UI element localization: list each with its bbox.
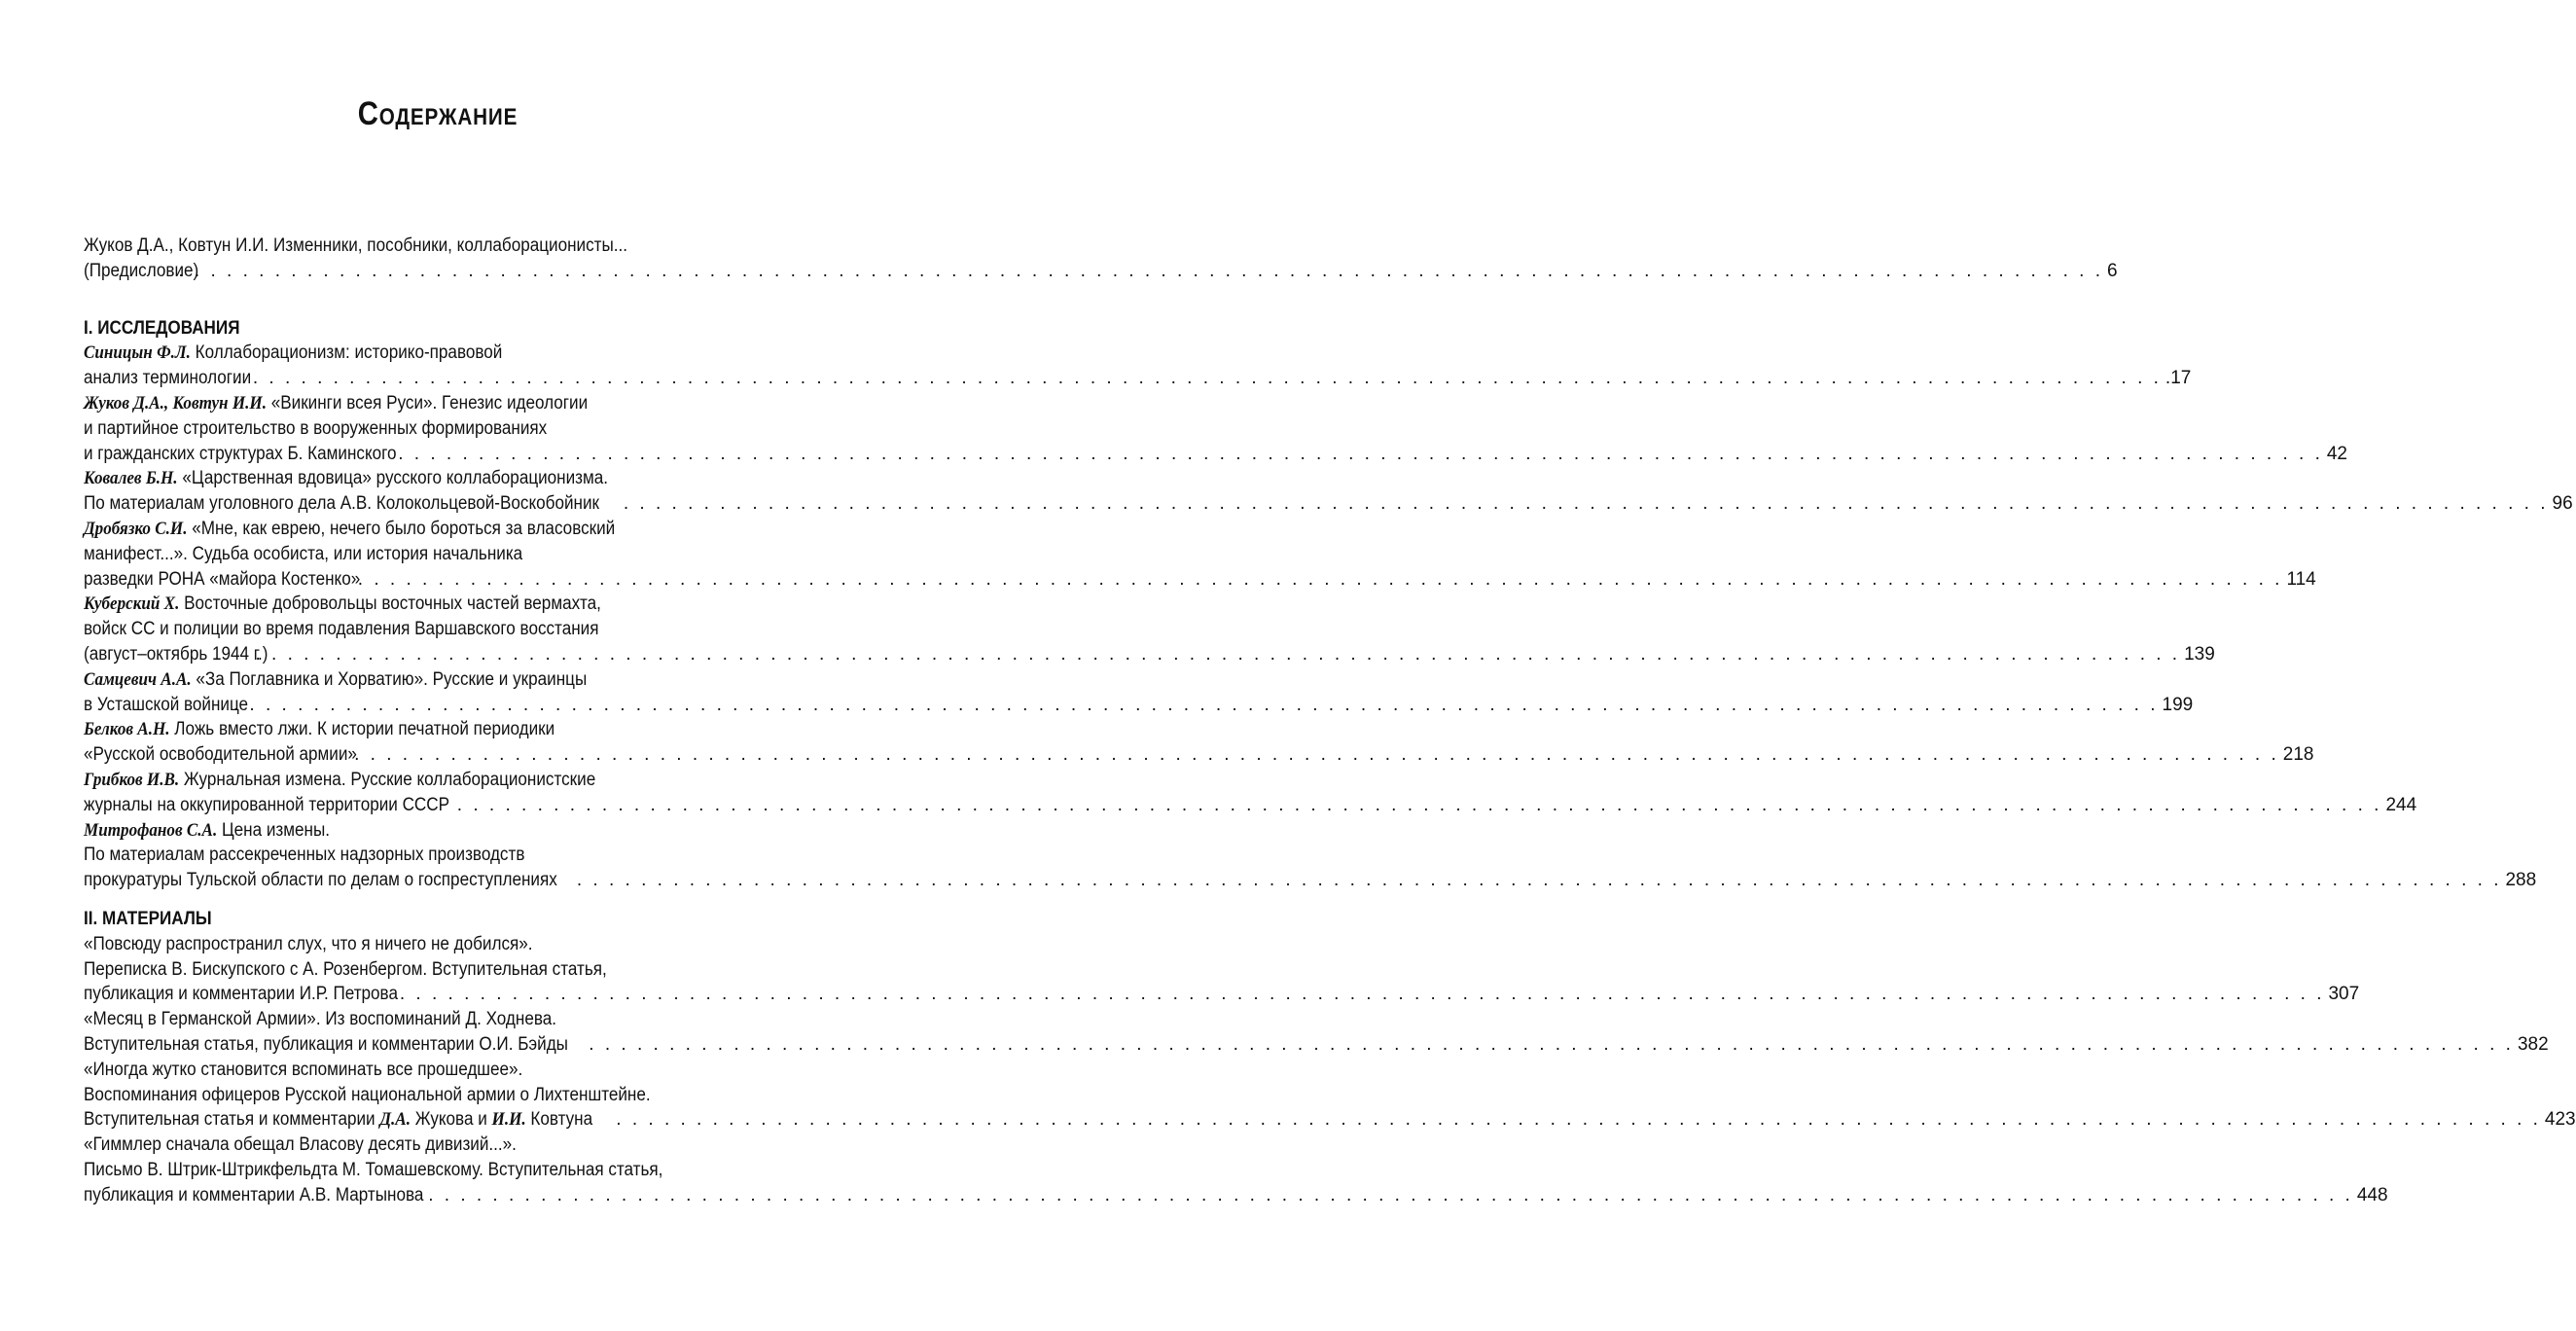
toc-line: По материалам уголовного дела А.В. Колокольцевой-Воскобойник . . . . . . . . . . . . . . . . . . . . . . . . . . . . . . . . . . . . . . . . . . . . . . . . . . . . . . . . . . . . . . . . . . . . . . . . . . . . . . . . . . . . . . . . . . . . . . . . . . . . . . . . . . . . . . . . . . . . . . . . 96 <box>84 491 765 517</box>
toc-entry: Жуков Д.А., Ковтун И.И. «Викинги всея Руси». Генезис идеологии <box>84 392 589 414</box>
toc-entry: Грибков И.В. Журнальная измена. Русские коллаборационистские <box>84 769 596 790</box>
toc-line: (Предисловие) . . . . . . . . . . . . . . . . . . . . . . . . . . . . . . . . . . . . . . . . . . . . . . . . . . . . . . . . . . . . . . . . . . . . . . . . . . . . . . . . . . . . . . . . . . . . . . . . . . . . . . . . . . . . . . . . . . . . . . . . 6 <box>84 259 765 284</box>
dot-leader: . . . . . . . . . . . . . . . . . . . . . . . . . . . . . . . . . . . . . . . . . . . . . . . . . . . . . . . . . . . . . . . . . . . . . . . . . . . . . . . . . . . . . . . . . . . . . . . . . . . . . . . . . . . . . . . . . . . . . . . . <box>178 260 2104 281</box>
entry-author: Белков А.Н. <box>84 719 170 740</box>
toc-entry: Митрофанов С.А. Цена измены. <box>84 819 330 841</box>
dot-leader: . . . . . . . . . . . . . . . . . . . . . . . . . . . . . . . . . . . . . . . . . . . . . . . . . . . . . . . . . . . . . . . . . . . . . . . . . . . . . . . . . . . . . . . . . . . . . . . . . . . . . . . . . . . . . . . . . . . . . . . . <box>357 568 2283 590</box>
toc-entry: «Месяц в Германской Армии». Из воспоминаний Д. Ходнева. <box>84 1009 556 1030</box>
page-number: 6 <box>2107 260 2118 281</box>
toc-entry: «Повсюду распространил слух, что я ничего не добился». <box>84 933 533 954</box>
toc-line: разведки РОНА «майора Костенко» . . . . . . . . . . . . . . . . . . . . . . . . . . . . . . . . . . . . . . . . . . . . . . . . . . . . . . . . . . . . . . . . . . . . . . . . . . . . . . . . . . . . . . . . . . . . . . . . . . . . . . . . . . . . . . . . . . . . . . . . 114 <box>84 567 765 593</box>
dot-leader: . . . . . . . . . . . . . . . . . . . . . . . . . . . . . . . . . . . . . . . . . . . . . . . . . . . . . . . . . . . . . . . . . . . . . . . . . . . . . . . . . . . . . . . . . . . . . . . . . . . . . . . . . . . . . . . . . . . . . . . . <box>398 443 2323 464</box>
dot-leader: . . . . . . . . . . . . . . . . . . . . . . . . . . . . . . . . . . . . . . . . . . . . . . . . . . . . . . . . . . . . . . . . . . . . . . . . . . . . . . . . . . . . . . . . . . . . . . . . . . . . . . . . . . . . . . . . . . . . . . . . <box>255 643 2181 665</box>
toc-entry: Дробязко С.И. «Мне, как еврею, нечего было бороться за власовский <box>84 518 616 539</box>
section-heading: II. МАТЕРИАЛЫ <box>84 908 212 929</box>
dot-leader: . . . . . . . . . . . . . . . . . . . . . . . . . . . . . . . . . . . . . . . . . . . . . . . . . . . . . . . . . . . . . . . . . . . . . . . . . . . . . . . . . . . . . . . . . . . . . . . . . . . . . . . . . . . . . . . . . . . . . . . . <box>623 493 2549 515</box>
page-number: 139 <box>2184 643 2215 665</box>
toc-entry: Ковалев Б.Н. «Царственная вдовица» русского коллаборационизма. <box>84 468 609 489</box>
toc-list <box>84 234 2576 1207</box>
page-number: 288 <box>2505 870 2537 891</box>
toc-line: По материалам рассекреченных надзорных производств <box>84 845 525 866</box>
entry-author: Куберский Х. <box>84 594 180 615</box>
entry-author: Синицын Ф.Л. <box>84 342 191 364</box>
entry-author: Жуков Д.А., Ковтун И.И. <box>84 392 267 414</box>
page-number: 448 <box>2356 1184 2388 1205</box>
dot-leader: . . . . . . . . . . . . . . . . . . . . . . . . . . . . . . . . . . . . . . . . . . . . . . . . . . . . . . . . . . . . . . . . . . . . . . . . . . . . . . . . . . . . . . . . . . . . . . . . . . . . . . . . . . . . . . . . . . . . . . . . <box>354 744 2279 766</box>
toc-line: «Русской освободительной армии» . . . . . . . . . . . . . . . . . . . . . . . . . . . . . . . . . . . . . . . . . . . . . . . . . . . . . . . . . . . . . . . . . . . . . . . . . . . . . . . . . . . . . . . . . . . . . . . . . . . . . . . . . . . . . . . . . . . . . . . . 218 <box>84 742 765 768</box>
page-number: 244 <box>2385 794 2417 815</box>
toc-line: прокуратуры Тульской области по делам о госпреступлениях . . . . . . . . . . . . . . . . . . . . . . . . . . . . . . . . . . . . . . . . . . . . . . . . . . . . . . . . . . . . . . . . . . . . . . . . . . . . . . . . . . . . . . . . . . . . . . . . . . . . . . . . . . . . . . . . . . . . . . . . 288 <box>84 868 765 893</box>
section-heading: I. ИССЛЕДОВАНИЯ <box>84 317 240 339</box>
page-number: .17 <box>2165 368 2192 389</box>
dot-leader: . . . . . . . . . . . . . . . . . . . . . . . . . . . . . . . . . . . . . . . . . . . . . . . . . . . . . . . . . . . . . . . . . . . . . . . . . . . . . . . . . . . . . . . . . . . . . . . . . . . . . . . . . . . . . . . . . . . . . . . . <box>456 794 2382 815</box>
toc-entry: Белков А.Н. Ложь вместо лжи. К истории печатной периодики <box>84 719 555 740</box>
entry-author: Грибков И.В. <box>84 769 180 790</box>
toc-entry: Синицын Ф.Л. Коллаборационизм: историко-правовой <box>84 342 503 364</box>
page-number: 382 <box>2517 1033 2549 1055</box>
page-number: 423 <box>2544 1109 2576 1131</box>
toc-line: в Усташской войнице . . . . . . . . . . . . . . . . . . . . . . . . . . . . . . . . . . . . . . . . . . . . . . . . . . . . . . . . . . . . . . . . . . . . . . . . . . . . . . . . . . . . . . . . . . . . . . . . . . . . . . . . . . . . . . . . . . . . . . . . 199 <box>84 693 765 718</box>
toc-line: Вступительная статья и комментарии Д.А. Жукова и И.И. Ковтуна . . . . . . . . . . . . . . . . . . . . . . . . . . . . . . . . . . . . . . . . . . . . . . . . . . . . . . . . . . . . . . . . . . . . . . . . . . . . . . . . . . . . . . . . . . . . . . . . . . . . . . . . . . . . . . . . . . . . . . . . 423 <box>84 1107 765 1133</box>
toc-line: журналы на оккупированной территории СССР . . . . . . . . . . . . . . . . . . . . . . . . . . . . . . . . . . . . . . . . . . . . . . . . . . . . . . . . . . . . . . . . . . . . . . . . . . . . . . . . . . . . . . . . . . . . . . . . . . . . . . . . . . . . . . . . . . . . . . . . 244 <box>84 793 765 818</box>
toc-line: и гражданских структурах Б. Каминского . . . . . . . . . . . . . . . . . . . . . . . . . . . . . . . . . . . . . . . . . . . . . . . . . . . . . . . . . . . . . . . . . . . . . . . . . . . . . . . . . . . . . . . . . . . . . . . . . . . . . . . . . . . . . . . . . . . . . . . . 42 <box>84 442 765 467</box>
dot-leader: . . . . . . . . . . . . . . . . . . . . . . . . . . . . . . . . . . . . . . . . . . . . . . . . . . . . . . . . . . . . . . . . . . . . . . . . . . . . . . . . . . . . . . . . . . . . . . . . . . . . . . . . . . . . . . . . . . . . . . . . <box>399 984 2325 1005</box>
toc-entry: «Иногда жутко становится вспоминать все прошедшее». <box>84 1059 523 1080</box>
toc-line: публикация и комментарии А.В. Мартынова . . . . . . . . . . . . . . . . . . . . . . . . . . . . . . . . . . . . . . . . . . . . . . . . . . . . . . . . . . . . . . . . . . . . . . . . . . . . . . . . . . . . . . . . . . . . . . . . . . . . . . . . . . . . . . . . . . . . . . . . 448 <box>84 1183 765 1208</box>
dot-leader: . . . . . . . . . . . . . . . . . . . . . . . . . . . . . . . . . . . . . . . . . . . . . . . . . . . . . . . . . . . . . . . . . . . . . . . . . . . . . . . . . . . . . . . . . . . . . . . . . . . . . . . . . . . . . . . . . . . . . . . . <box>236 368 2162 389</box>
toc-line: и партийное строительство в вооруженных формированиях <box>84 417 548 439</box>
dot-leader: . . . . . . . . . . . . . . . . . . . . . . . . . . . . . . . . . . . . . . . . . . . . . . . . . . . . . . . . . . . . . . . . . . . . . . . . . . . . . . . . . . . . . . . . . . . . . . . . . . . . . . . . . . . . . . . . . . . . . . . . <box>616 1109 2541 1131</box>
dot-leader: . . . . . . . . . . . . . . . . . . . . . . . . . . . . . . . . . . . . . . . . . . . . . . . . . . . . . . . . . . . . . . . . . . . . . . . . . . . . . . . . . . . . . . . . . . . . . . . . . . . . . . . . . . . . . . . . . . . . . . . . <box>233 694 2159 715</box>
page-title: Содержание <box>357 95 519 132</box>
toc-line: Воспоминания офицеров Русской национальной армии о Лихтенштейне. <box>84 1084 651 1105</box>
toc-line: Вступительная статья, публикация и комментарии О.И. Бэйды . . . . . . . . . . . . . . . . . . . . . . . . . . . . . . . . . . . . . . . . . . . . . . . . . . . . . . . . . . . . . . . . . . . . . . . . . . . . . . . . . . . . . . . . . . . . . . . . . . . . . . . . . . . . . . . . . . . . . . . . 382 <box>84 1032 765 1058</box>
entry-author: Самцевич А.А. <box>84 668 192 690</box>
page-number: 218 <box>2282 744 2314 766</box>
toc-entry: Куберский Х. Восточные добровольцы восточных частей вермахта, <box>84 594 601 615</box>
entry-author: Ковалев Б.Н. <box>84 468 178 489</box>
toc-line: (август–октябрь 1944 г.) . . . . . . . . . . . . . . . . . . . . . . . . . . . . . . . . . . . . . . . . . . . . . . . . . . . . . . . . . . . . . . . . . . . . . . . . . . . . . . . . . . . . . . . . . . . . . . . . . . . . . . . . . . . . . . . . . . . . . . . . 139 <box>84 642 765 667</box>
page-number: 42 <box>2326 443 2347 464</box>
toc-entry: Самцевич А.А. «За Поглавника и Хорватию». Русские и украинцы <box>84 668 588 690</box>
toc-line: публикация и комментарии И.Р. Петрова . . . . . . . . . . . . . . . . . . . . . . . . . . . . . . . . . . . . . . . . . . . . . . . . . . . . . . . . . . . . . . . . . . . . . . . . . . . . . . . . . . . . . . . . . . . . . . . . . . . . . . . . . . . . . . . . . . . . . . . . 307 <box>84 982 765 1007</box>
page-number: 114 <box>2286 568 2316 590</box>
page-number: 199 <box>2162 694 2194 715</box>
toc-line: Переписка В. Бискупского с А. Розенбергом. Вступительная статья, <box>84 958 607 980</box>
dot-leader: . . . . . . . . . . . . . . . . . . . . . . . . . . . . . . . . . . . . . . . . . . . . . . . . . . . . . . . . . . . . . . . . . . . . . . . . . . . . . . . . . . . . . . . . . . . . . . . . . . . . . . . . . . . . . . . . . . . . . . . . <box>576 870 2502 891</box>
page-number: 307 <box>2328 984 2360 1005</box>
toc-entry: «Гиммлер сначала обещал Власову десять дивизий...». <box>84 1134 517 1156</box>
toc-line: Письмо В. Штрик-Штрикфельдта М. Томашевскому. Вступительная статья, <box>84 1159 663 1180</box>
toc-line: Жуков Д.А., Ковтун И.И. Изменники, пособники, коллаборационисты... <box>84 235 628 256</box>
dot-leader: . . . . . . . . . . . . . . . . . . . . . . . . . . . . . . . . . . . . . . . . . . . . . . . . . . . . . . . . . . . . . . . . . . . . . . . . . . . . . . . . . . . . . . . . . . . . . . . . . . . . . . . . . . . . . . . . . . . . . . . . <box>589 1033 2514 1055</box>
entry-author: Дробязко С.И. <box>84 518 188 539</box>
entry-author: Митрофанов С.А. <box>84 819 218 841</box>
dot-leader: . . . . . . . . . . . . . . . . . . . . . . . . . . . . . . . . . . . . . . . . . . . . . . . . . . . . . . . . . . . . . . . . . . . . . . . . . . . . . . . . . . . . . . . . . . . . . . . . . . . . . . . . . . . . . . . . . . . . . . . . <box>428 1184 2353 1205</box>
toc-line: войск СС и полиции во время подавления Варшавского восстания <box>84 619 599 640</box>
page-number: 96 <box>2552 493 2573 515</box>
toc-line: манифест...». Судьба особиста, или история начальника <box>84 543 523 564</box>
toc-line: анализ терминологии . . . . . . . . . . . . . . . . . . . . . . . . . . . . . . . . . . . . . . . . . . . . . . . . . . . . . . . . . . . . . . . . . . . . . . . . . . . . . . . . . . . . . . . . . . . . . . . . . . . . . . . . . . . . . . . . . . . . . . . . .17 <box>84 366 765 391</box>
